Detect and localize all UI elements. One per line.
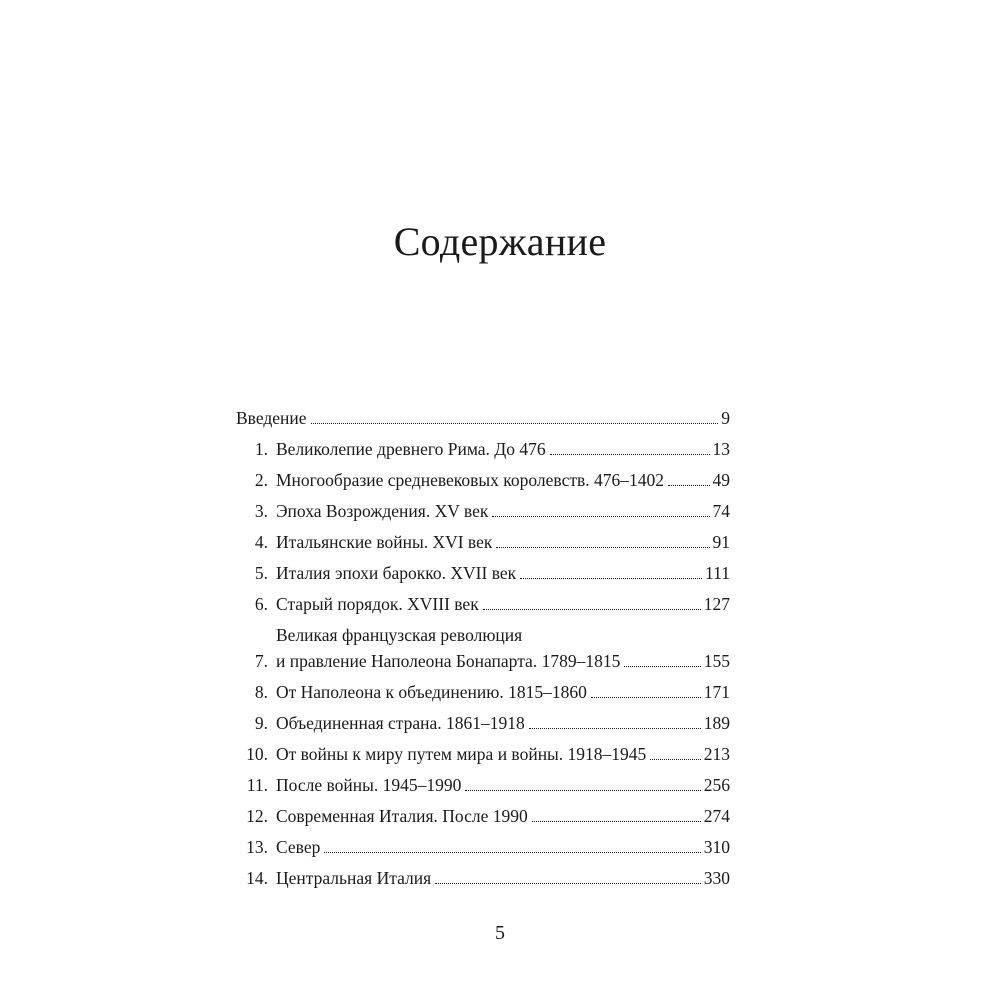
toc-entry-title: Италия эпохи барокко. XVII век [276, 563, 517, 583]
toc-entry-title: Многообразие средневековых королевств. 476–1402 [276, 470, 665, 490]
dot-leader [668, 485, 709, 486]
toc-entry-title: Центральная Италия [276, 868, 432, 888]
toc-entry-page: 13 [712, 439, 730, 459]
toc-entry-title: Итальянские войны. XVI век [276, 532, 493, 552]
toc-entry-number: 1. [254, 439, 268, 459]
toc-entry-title: и правление Наполеона Бонапарта. 1789–1815 [276, 651, 621, 671]
toc-entry-title: Великая французская революция [276, 625, 523, 645]
toc-entry-title: После войны. 1945–1990 [276, 775, 462, 795]
dot-leader [492, 516, 709, 517]
toc-entry-number: 3. [254, 501, 268, 521]
toc-entry-number: 2. [254, 470, 268, 490]
dot-leader [311, 423, 719, 424]
toc-entry-title: Объединенная страна. 1861–1918 [276, 713, 525, 733]
toc-entry-page: 171 [703, 682, 730, 702]
toc-entry [236, 803, 730, 829]
toc-entry-title: От Наполеона к объединению. 1815–1860 [276, 682, 587, 702]
toc-entry-number: 14. [246, 868, 268, 888]
toc-entry-page: 256 [703, 775, 730, 795]
toc-entry-number: 10. [246, 744, 268, 764]
toc-entry [236, 679, 730, 705]
toc-entry-page: 155 [703, 651, 730, 671]
dot-leader [550, 454, 710, 455]
toc-entry-number: 6. [254, 594, 268, 614]
toc-entry-title: Старый порядок. XVIII век [276, 594, 479, 614]
toc-entry-title: Введение [236, 408, 307, 428]
toc-entry [236, 436, 730, 462]
dot-leader [520, 578, 702, 579]
toc-entry [236, 622, 730, 674]
toc-entry-number: 5. [254, 563, 268, 583]
dot-leader [496, 547, 709, 548]
dot-leader [624, 666, 700, 667]
dot-leader [529, 728, 701, 729]
toc-entry-page: 91 [712, 532, 730, 552]
page-title: Содержание [393, 219, 607, 264]
toc-entry [236, 591, 730, 617]
toc-entry-number: 12. [246, 806, 268, 826]
toc-entry [236, 741, 730, 767]
toc-entry [236, 865, 730, 891]
toc-entry [236, 467, 730, 493]
toc-entry-number: 8. [254, 682, 268, 702]
toc-entry [236, 834, 730, 860]
toc-entry-page: 111 [705, 563, 730, 583]
toc-entry-page: 310 [703, 837, 730, 857]
dot-leader [324, 852, 700, 853]
dot-leader [650, 759, 700, 760]
toc-entry-title: Север [276, 837, 321, 857]
dot-leader [465, 790, 700, 791]
toc-entry-number: 9. [254, 713, 268, 733]
toc-entry [236, 498, 730, 524]
toc-entry [236, 710, 730, 736]
dot-leader [435, 883, 701, 884]
toc-entry [236, 560, 730, 586]
toc-entry-intro [236, 405, 730, 431]
toc-entry-page: 127 [703, 594, 730, 614]
dot-leader [591, 697, 701, 698]
toc-entry-page: 9 [721, 408, 730, 428]
toc-entry-page: 330 [703, 868, 730, 888]
toc-entry-page: 74 [712, 501, 730, 521]
toc-entry-title: От войны к миру путем мира и войны. 1918–1945 [276, 744, 647, 764]
dot-leader [483, 609, 701, 610]
toc-entry-number: 4. [254, 532, 268, 552]
toc-entry-number: 7. [254, 651, 268, 671]
toc-entry-title: Великолепие древнего Рима. До 476 [276, 439, 546, 459]
toc-entry-page: 274 [703, 806, 730, 826]
toc-entry-page: 213 [703, 744, 730, 764]
table-of-contents [236, 405, 730, 896]
toc-entry-title: Современная Италия. После 1990 [276, 806, 528, 826]
toc-entry [236, 529, 730, 555]
toc-entry-number: 13. [246, 837, 268, 857]
toc-entry-title: Эпоха Возрождения. XV век [276, 501, 489, 521]
dot-leader [532, 821, 701, 822]
toc-entry-page: 49 [712, 470, 730, 490]
toc-entry-page: 189 [703, 713, 730, 733]
page-number: 5 [495, 922, 505, 944]
toc-entry-number: 11. [246, 775, 268, 795]
toc-entry [236, 772, 730, 798]
